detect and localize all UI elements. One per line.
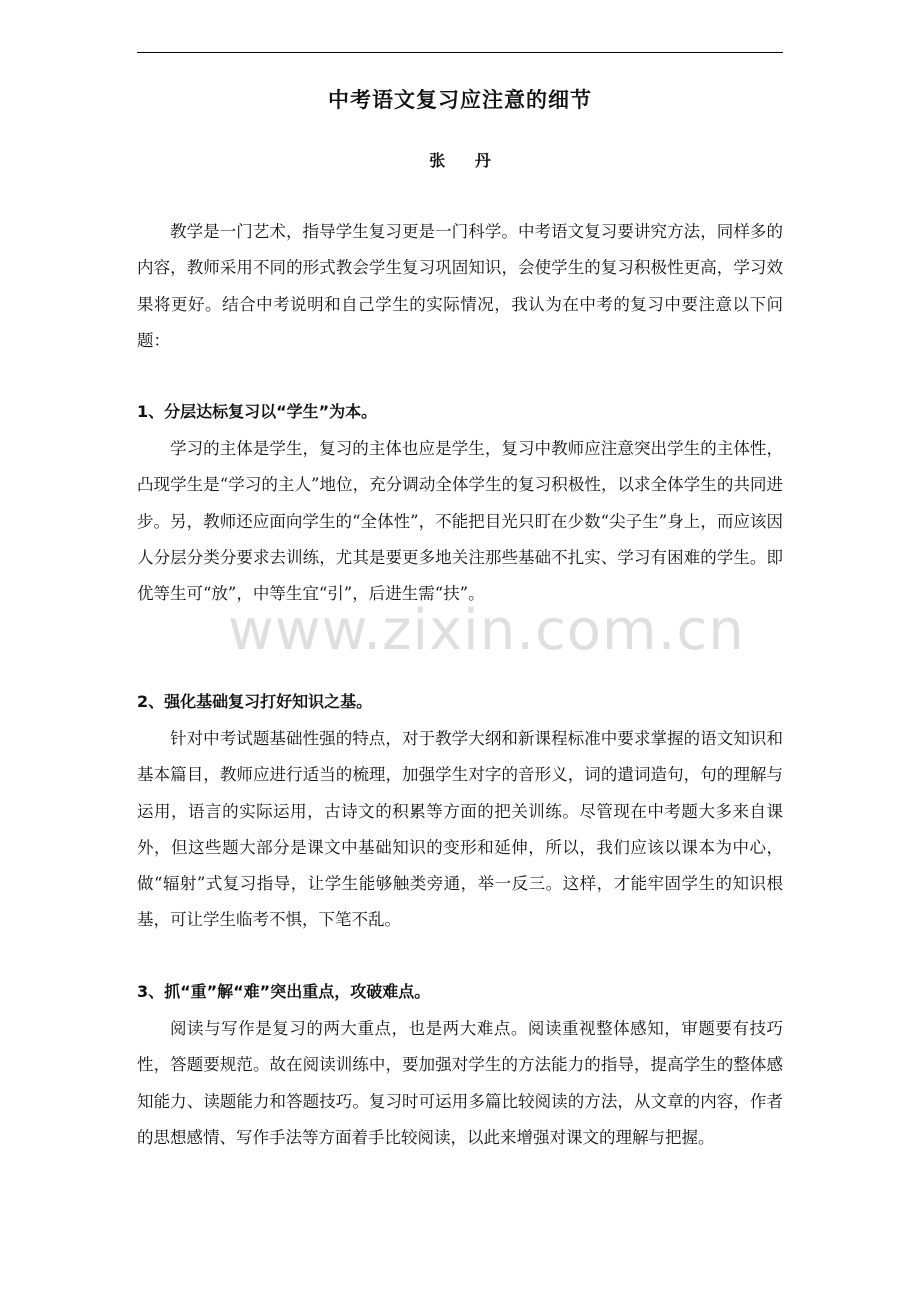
section-1-heading: 1、分层达标复习以“学生”为本。 [137,402,378,421]
section-1-body: 学习的主体是学生，复习的主体也应是学生，复习中教师应注意突出学生的主体性，凸现学生是“学习的主人”地位，充分调动全体学生的复习积极性，以求全体学生的共同进步。另，教师还应面向学生的“全体性”，不能把目光只盯在少数“尖子生”身上，而应该因人分层分类分要求去训练，尤其是要更多地关注那些基础不扎实、学习有困难的学生。即优等生可“放”，中等生宜“引”，后进生需“扶”。 [137,439,783,604]
section-3-heading: 3、抓“重”解“难”突出重点，攻破难点。 [137,982,431,1001]
section-2-body: 针对中考试题基础性强的特点，对于教学大纲和新课程标准中要求掌握的语文知识和基本篇目，教师应进行适当的梳理，加强学生对字的音形义，词的遣词造句，句的理解与运用，语言的实际运用，古诗文的积累等方面的把关训练。尽管现在中考题大多来自课外，但这些题大部分是课文中基础知识的变形和延伸，所以，我们应该以课本为中心，做“辐射”式复习指导，让学生能够触类旁通，举一反三。这样，才能牢固学生的知识根基，可让学生临考不惧，下笔不乱。 [137,729,783,930]
header-rule [137,52,783,53]
intro-paragraph: 教学是一门艺术，指导学生复习更是一门科学。中考语文复习要讲究方法，同样多的内容，教师采用不同的形式教会学生复习巩固知识，会使学生的复习积极性更高，学习效果将更好。结合中考说明和自己学生的实际情况，我认为在中考的复习中要注意以下问题： [137,222,783,350]
site-watermark: www.zixin.com.cn [228,598,745,663]
document-title: 中考语文复习应注意的细节 [328,88,592,112]
section-3-body: 阅读与写作是复习的两大重点，也是两大难点。阅读重视整体感知，审题要有技巧性，答题要规范。故在阅读训练中，要加强对学生的方法能力的指导，提高学生的整体感知能力、读题能力和答题技巧。复习时可运用多篇比较阅读的方法，从文章的内容，作者的思想感情、写作手法等方面着手比较阅读，以此来增强对课文的理解与把握。 [137,1019,783,1147]
section-2-heading: 2、强化基础复习打好知识之基。 [137,692,373,711]
author-name: 张 丹 [429,151,503,170]
